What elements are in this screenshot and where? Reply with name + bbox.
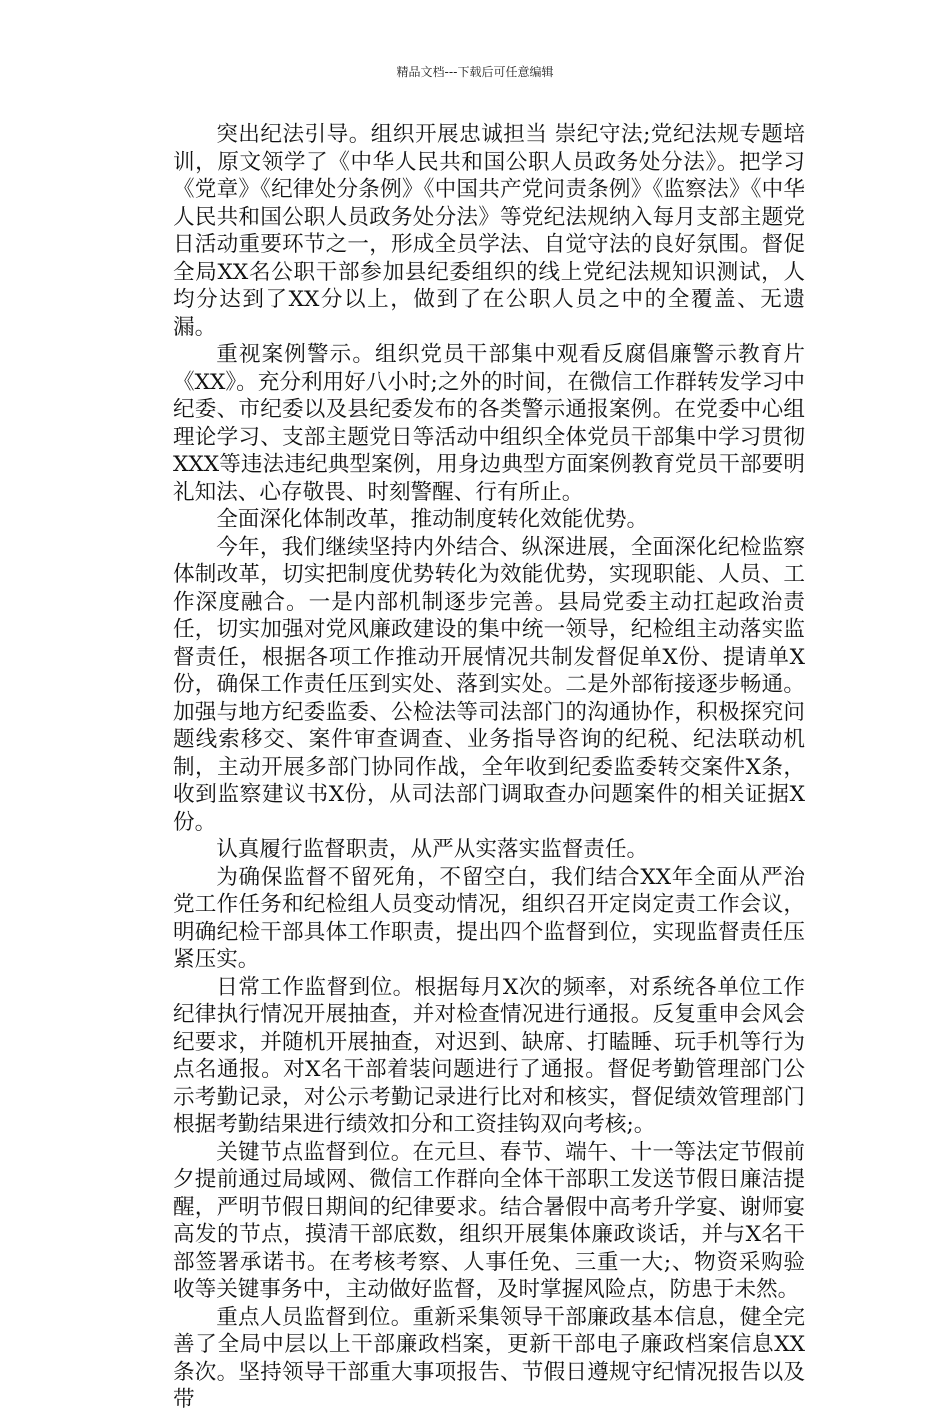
page-header: 精品文档---下载后可任意编辑: [396, 65, 554, 79]
paragraph-key-personnel-supervision: 重点人员监督到位。重新采集领导干部廉政基本信息，健全完善了全局中层以上干部廉政档案，更新干部电子廉政档案信息XX条次。坚持领导干部重大事项报告、节假日遵规守纪情况报告以及带: [173, 1304, 805, 1412]
paragraph-key-nodes-supervision: 关键节点监督到位。在元旦、春节、端午、十一等法定节假前夕提前通过局域网、微信工作群向全体干部职工发送节假日廉洁提醒，严明节假日期间的纪律要求。结合暑假中高考升学宴、谢师宴高发的节点，摸清干部底数，组织开展集体廉政谈话，并与X名干部签署承诺书。在考核考察、人事任免、三重一大;、物资采购验收等关键事务中，主动做好监督，及时掌握风险点，防患于未然。: [173, 1139, 805, 1302]
paragraph-reform-heading: 全面深化体制改革，推动制度转化效能优势。: [216, 507, 649, 532]
paragraph-case-warning: 重视案例警示。组织党员干部集中观看反腐倡廉警示教育片《XX》。充分利用好八小时;之外的时间，在微信工作群转发学习中纪委、市纪委以及县纪委发布的各类警示通报案例。在党委中心组理论学习、支部主题党日等活动中组织全体党员干部集中学习贯彻XXX等违法违纪典型案例，用身边典型方面案例教育党员干部要明礼知法、心存敬畏、时刻警醒、行有所止。: [173, 342, 805, 505]
paragraph-discipline-guidance: 突出纪法引导。组织开展忠诚担当 崇纪守法;党纪法规专题培训，原文领学了《中华人民共和国公职人员政务处分法》。把学习《党章》《纪律处分条例》《中国共产党问责条例》《监察法》《中华人民共和国公职人员政务处分法》等党纪法规纳入每月支部主题党日活动重要环节之一，形成全员学法、自觉守法的良好氛围。督促全局XX名公职干部参加县纪委组织的线上党纪法规知识测试，人均分达到了XX分以上，做到了在公职人员之中的全覆盖、无遗漏。: [173, 122, 805, 340]
document-body: [173, 121, 805, 1414]
paragraph-supervision-heading: 认真履行监督职责，从严从实落实监督责任。: [216, 837, 649, 862]
paragraph-daily-supervision: 日常工作监督到位。根据每月X次的频率，对系统各单位工作纪律执行情况开展抽查，并对检查情况进行通报。反复重申会风会纪要求，并随机开展抽查，对迟到、缺席、打瞌睡、玩手机等行为点名通报。对X名干部着装问题进行了通报。督促考勤管理部门公示考勤记录，对公示考勤记录进行比对和核实，督促绩效管理部门根据考勤结果进行绩效扣分和工资挂钩双向考核;。: [173, 974, 805, 1137]
paragraph-reform-detail: 今年，我们继续坚持内外结合、纵深进展，全面深化纪检监察体制改革，切实把制度优势转化为效能优势，实现职能、人员、工作深度融合。一是内部机制逐步完善。县局党委主动扛起政治责任，切实加强对党风廉政建设的集中统一领导，纪检组主动落实监督责任，根据各项工作推动开展情况共制发督促单X份、提请单X份，确保工作责任压到实处、落到实处。二是外部衔接逐步畅通。加强与地方纪委监委、公检法等司法部门的沟通协作，积极探究问题线索移交、案件审查调查、业务指导咨询的纪税、纪法联动机制，主动开展多部门协同作战，全年收到纪委监委转交案件X条，收到监察建议书X份，从司法部门调取查办问题案件的相关证据X份。: [173, 534, 805, 835]
paragraph-supervision-intro: 为确保监督不留死角，不留空白，我们结合XX年全面从严治党工作任务和纪检组人员变动情况，组织召开定岗定责工作会议，明确纪检干部具体工作职责，提出四个监督到位，实现监督责任压紧压实。: [173, 864, 805, 972]
